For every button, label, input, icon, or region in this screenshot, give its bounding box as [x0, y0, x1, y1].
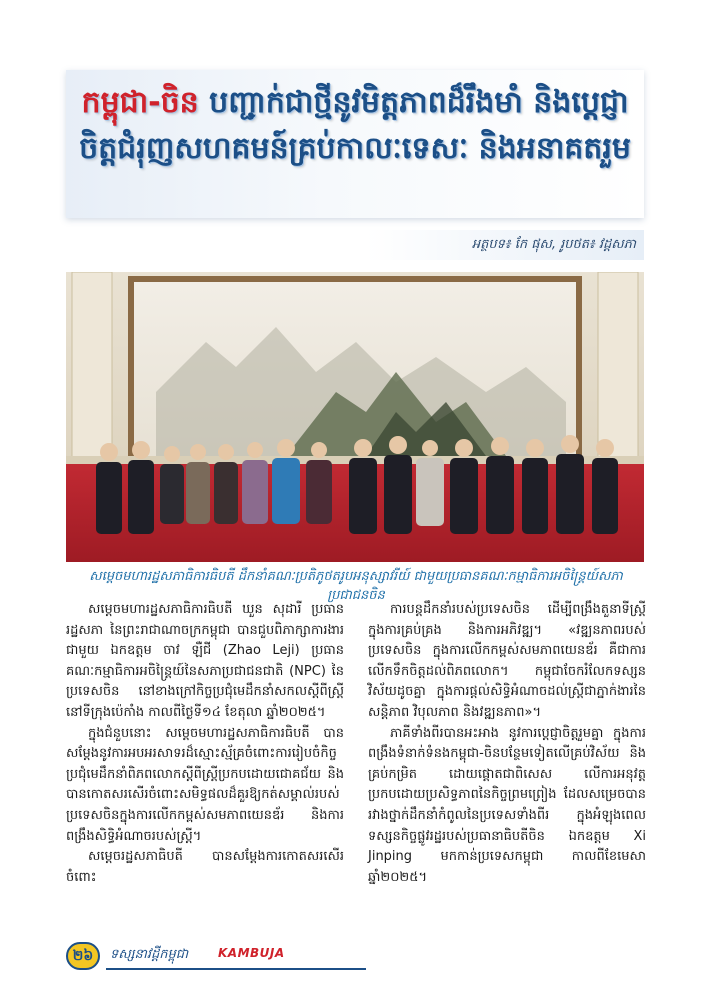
article-column-right: [368, 600, 646, 888]
paragraph: ភាគីទាំងពីរបានអះអាង នូវការប្ដេជ្ញាចិត្តរួមគ្នា ក្នុងការពង្រឹងទំនាក់ទំនងកម្ពុជា-ចិនបន្ថែមទៀតលើគ្រប់វិស័យ និងគ្រប់កម្រិត ដោយផ្ដោតជាពិសេស លើការអនុវត្តប្រកបដោយប្រសិទ្ធភាពនៃកិច្ចព្រមព្រៀង ដែលសម្រេចបានរវាងថ្នាក់ដឹកនាំកំពូលនៃប្រទេសទាំងពីរ ក្នុងអំឡុងពេលទស្សនកិច្ចផ្លូវរដ្ឋរបស់ប្រធានាធិបតីចិន ឯកឧត្តម Xi Jinping មកកាន់ប្រទេសកម្ពុជា កាលពីខែមេសា ឆ្នាំ២០២៥។: [368, 725, 646, 885]
delegation-group: [96, 435, 618, 534]
magazine-name: ទស្សនាវដ្ដីកម្ពុជា: [110, 947, 189, 962]
byline: អត្ថបទ៖ កែ ផុស, រូបថត៖ វដ្តសភា: [366, 230, 644, 260]
paragraph: ការបន្តដឹកនាំរបស់ប្រទេសចិន ដើម្បីពង្រឹងតួនាទីស្ត្រីក្នុងការគ្រប់គ្រង និងការអភិវឌ្ឍ។ «វឌ្ឍនភាពរបស់ប្រទេសចិន ក្នុងការលើកកម្ពស់សមភាពយេនឌ័រ គឺជាការលើកទឹកចិត្តដល់ពិភពលោក។ កម្ពុជាចែករំលែកទស្សនវិស័យដូចគ្នា ក្នុងការផ្ដល់សិទ្ធិអំណាចដល់ស្ត្រីជាភ្នាក់ងារនៃសន្តិភាព វិបុលភាព និងវឌ្ឍនភាព»។: [368, 602, 646, 720]
magazine-brand: KAMBUJA: [218, 946, 285, 960]
article-title: [66, 80, 644, 172]
title-country-pair: កម្ពុជា-ចិន: [81, 85, 199, 120]
article-column-left: [66, 600, 344, 888]
footer-rule: [106, 968, 366, 970]
title-remainder: បញ្ជាក់ជាថ្មីនូវមិត្តភាពដ៏រឹងមាំ និងប្ដេជ្ញាចិត្តជំរុញសហគមន៍គ្រប់កាលៈទេសៈ និងអនាគតរួម: [79, 85, 631, 166]
paragraph: សម្ដេចមហារដ្ឋសភាធិការធិបតី ឃួន សុដារី ប្រធានរដ្ឋសភា នៃព្រះរាជាណាចក្រកម្ពុជា បានជួបពិភាក្សាការងារជាមួយ ឯកឧត្តម ចាវ ឡឺជី (Zhao Leji) ប្រធានគណៈកម្មាធិការអចិន្ត្រៃយ៍នៃសភាប្រជាជនជាតិ (NPC) នៃប្រទេសចិន នៅខាងក្រៅកិច្ចប្រជុំមេដឹកនាំសកលស្ដីពីស្ត្រីនៅទីក្រុងប៉េកាំង កាលពីថ្ងៃទី១៤ ខែតុលា ឆ្នាំ២០២៥។: [66, 602, 344, 720]
group-photo: [66, 272, 644, 562]
paragraph: ក្នុងជំនួបនោះ សម្ដេចមហារដ្ឋសភាធិការធិបតី បានសម្ដែងនូវការអបអរសាទរដ៏ស្មោះស្ម័គ្រចំពោះការរៀបចំកិច្ចប្រជុំមេដឹកនាំពិភពលោកស្ដីពីស្ត្រីប្រកបដោយជោគជ័យ និងបានកោតសរសើរចំពោះសមិទ្ធផលដ៏គួរឱ្យកត់សម្គាល់របស់ប្រទេសចិនក្នុងការលើកកម្ពស់សមភាពយេនឌ័រ និងការពង្រឹងសិទ្ធិអំណាចរបស់ស្ត្រី។: [66, 725, 344, 844]
page-footer: [66, 940, 366, 974]
paragraph: សម្ដេចរដ្ឋសភាធិបតី បានសម្ដែងការកោតសរសើរ ចំពោះ: [66, 849, 344, 885]
photo-caption: សម្ដេចមហារដ្ឋសភាធិការធិបតី ដឹកនាំគណៈប្រតិភូថតរូបអនុស្សាវរីយ៍ ជាមួយប្រធានគណៈកម្មាធិការអចិន្ត្រៃយ៍សភាប្រជាជនចិន: [89, 569, 623, 603]
page-number: ២៦: [66, 942, 100, 970]
